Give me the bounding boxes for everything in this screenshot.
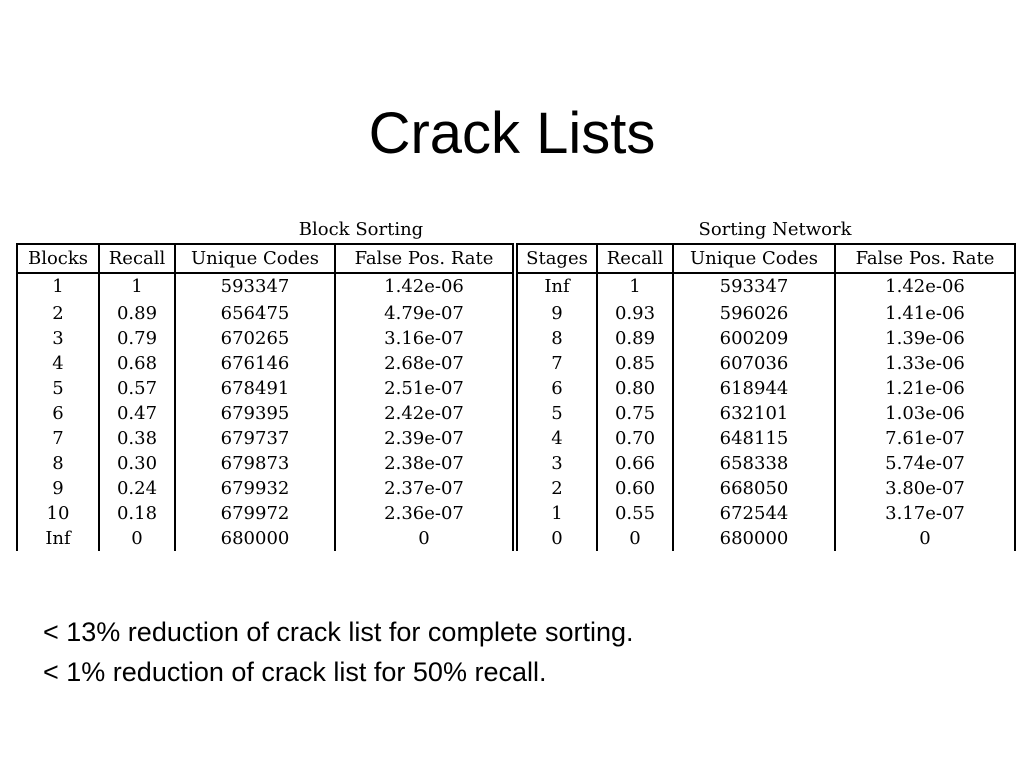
cell-unique-codes-left: 679873 [175,451,335,476]
table-body [17,273,1015,551]
cell-stages: 3 [515,451,597,476]
col-header-recall-left: Recall [99,244,175,273]
cell-stages: Inf [515,273,597,299]
table-row [17,451,1015,476]
cell-unique-codes-right: 658338 [673,451,835,476]
cell-unique-codes-right: 596026 [673,299,835,326]
cell-unique-codes-left: 680000 [175,526,335,551]
table-row [17,351,1015,376]
cell-unique-codes-left: 679972 [175,501,335,526]
cell-false-pos-rate-right: 1.03e-06 [835,401,1015,426]
cell-blocks: 2 [17,299,99,326]
cell-false-pos-rate-left: 2.51e-07 [335,376,515,401]
cell-blocks: 4 [17,351,99,376]
cell-unique-codes-left: 656475 [175,299,335,326]
cell-unique-codes-right: 593347 [673,273,835,299]
cell-recall-right: 0 [597,526,673,551]
cell-stages: 0 [515,526,597,551]
crack-lists-table [16,243,1016,551]
cell-blocks: 5 [17,376,99,401]
cell-false-pos-rate-right: 0 [835,526,1015,551]
cell-false-pos-rate-right: 1.21e-06 [835,376,1015,401]
cell-recall-right: 0.80 [597,376,673,401]
cell-unique-codes-right: 607036 [673,351,835,376]
cell-false-pos-rate-right: 1.39e-06 [835,326,1015,351]
table-row [17,376,1015,401]
cell-stages: 9 [515,299,597,326]
cell-recall-left: 0.89 [99,299,175,326]
col-header-unique-codes-left: Unique Codes [175,244,335,273]
cell-unique-codes-right: 648115 [673,426,835,451]
cell-recall-right: 0.66 [597,451,673,476]
col-header-unique-codes-right: Unique Codes [673,244,835,273]
cell-blocks: 10 [17,501,99,526]
cell-recall-left: 0.38 [99,426,175,451]
cell-unique-codes-left: 670265 [175,326,335,351]
col-header-blocks: Blocks [17,244,99,273]
cell-blocks: 7 [17,426,99,451]
cell-unique-codes-left: 678491 [175,376,335,401]
note-line: < 1% reduction of crack list for 50% recall. [43,657,547,687]
cell-unique-codes-left: 679737 [175,426,335,451]
cell-recall-left: 0.57 [99,376,175,401]
table-row [17,299,1015,326]
cell-false-pos-rate-right: 1.42e-06 [835,273,1015,299]
group-header-block-sorting: Block Sorting [298,219,424,240]
notes [43,612,634,692]
cell-false-pos-rate-right: 7.61e-07 [835,426,1015,451]
cell-false-pos-rate-left: 2.36e-07 [335,501,515,526]
cell-recall-left: 1 [99,273,175,299]
cell-unique-codes-left: 679395 [175,401,335,426]
cell-stages: 7 [515,351,597,376]
table-row [17,501,1015,526]
cell-false-pos-rate-left: 2.38e-07 [335,451,515,476]
cell-false-pos-rate-right: 5.74e-07 [835,451,1015,476]
cell-blocks: 8 [17,451,99,476]
cell-recall-right: 0.75 [597,401,673,426]
table-row [17,273,1015,299]
table-group-headers [16,217,1014,243]
cell-unique-codes-right: 632101 [673,401,835,426]
cell-false-pos-rate-left: 0 [335,526,515,551]
col-header-stages: Stages [515,244,597,273]
cell-blocks: Inf [17,526,99,551]
cell-blocks: 9 [17,476,99,501]
cell-false-pos-rate-left: 2.39e-07 [335,426,515,451]
table-row [17,401,1015,426]
cell-false-pos-rate-left: 2.37e-07 [335,476,515,501]
cell-false-pos-rate-left: 2.68e-07 [335,351,515,376]
cell-blocks: 6 [17,401,99,426]
cell-recall-left: 0.18 [99,501,175,526]
crack-lists-table-container [16,217,1014,551]
note-line: < 13% reduction of crack list for complete sorting. [43,617,634,647]
cell-unique-codes-right: 668050 [673,476,835,501]
cell-recall-right: 0.93 [597,299,673,326]
cell-recall-right: 0.55 [597,501,673,526]
cell-false-pos-rate-right: 1.41e-06 [835,299,1015,326]
cell-recall-right: 1 [597,273,673,299]
cell-false-pos-rate-left: 3.16e-07 [335,326,515,351]
cell-stages: 6 [515,376,597,401]
cell-false-pos-rate-left: 4.79e-07 [335,299,515,326]
cell-unique-codes-left: 676146 [175,351,335,376]
cell-recall-right: 0.70 [597,426,673,451]
col-header-false-pos-rate-right: False Pos. Rate [835,244,1015,273]
col-header-false-pos-rate-left: False Pos. Rate [335,244,515,273]
cell-stages: 1 [515,501,597,526]
cell-recall-left: 0.24 [99,476,175,501]
cell-unique-codes-right: 600209 [673,326,835,351]
cell-unique-codes-right: 680000 [673,526,835,551]
cell-recall-left: 0.79 [99,326,175,351]
cell-recall-right: 0.89 [597,326,673,351]
cell-stages: 2 [515,476,597,501]
table-row [17,326,1015,351]
cell-recall-left: 0 [99,526,175,551]
cell-false-pos-rate-left: 2.42e-07 [335,401,515,426]
cell-unique-codes-left: 593347 [175,273,335,299]
table-row [17,426,1015,451]
cell-recall-left: 0.68 [99,351,175,376]
group-header-sorting-network: Sorting Network [698,219,852,240]
cell-false-pos-rate-right: 3.17e-07 [835,501,1015,526]
cell-false-pos-rate-left: 1.42e-06 [335,273,515,299]
cell-blocks: 1 [17,273,99,299]
cell-unique-codes-left: 679932 [175,476,335,501]
cell-recall-right: 0.85 [597,351,673,376]
slide-title: Crack Lists [368,101,656,166]
cell-unique-codes-right: 672544 [673,501,835,526]
cell-unique-codes-right: 618944 [673,376,835,401]
col-header-recall-right: Recall [597,244,673,273]
cell-false-pos-rate-right: 3.80e-07 [835,476,1015,501]
cell-stages: 8 [515,326,597,351]
table-row [17,526,1015,551]
cell-stages: 5 [515,401,597,426]
table-header-row [17,244,1015,273]
cell-recall-left: 0.47 [99,401,175,426]
table-row [17,476,1015,501]
cell-blocks: 3 [17,326,99,351]
cell-false-pos-rate-right: 1.33e-06 [835,351,1015,376]
cell-recall-right: 0.60 [597,476,673,501]
cell-stages: 4 [515,426,597,451]
cell-recall-left: 0.30 [99,451,175,476]
